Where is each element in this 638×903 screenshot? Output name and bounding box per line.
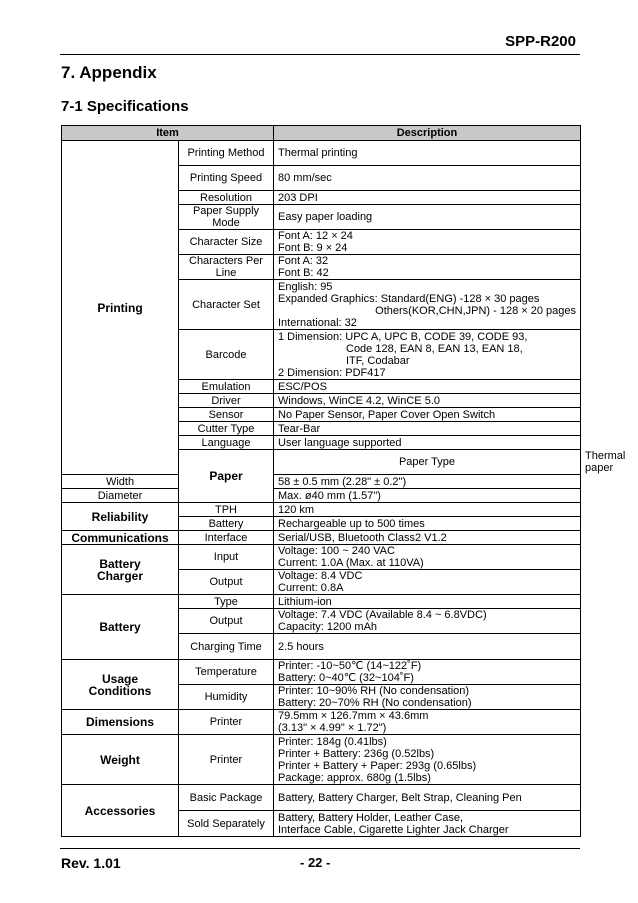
item-value: Max. ø40 mm (1.57") [274,489,581,503]
item-label: Cutter Type [179,422,274,436]
item-label: Basic Package [179,785,274,811]
item-label: Input [179,545,274,570]
value-line: 2 Dimension: PDF417 [278,366,386,379]
item-value [274,570,581,595]
item-value: Tear-Bar [274,422,581,436]
value-line: 1 Dimension: UPC A, UPC B, CODE 39, CODE 93, [278,330,528,343]
item-value: Lithium-ion [274,595,581,609]
item-label: Width [62,475,179,489]
item-label: Charging Time [179,634,274,660]
item-value: Thermal printing [274,141,581,166]
item-value: Easy paper loading [274,205,581,230]
item-label: Type [179,595,274,609]
item-value: 80 mm/sec [274,166,581,191]
table-row [62,475,581,489]
value-line: Font A: 12 × 24 [278,230,353,242]
item-label: Characters Per Line [179,255,274,280]
value-line: Others(KOR,CHN,JPN) - 128 × 20 pages [375,304,576,317]
item-value [274,545,581,570]
table-row: Paper Paper Type Thermal paper [62,450,581,475]
item-label: Character Size [179,230,274,255]
group-weight: Weight [62,735,179,785]
item-label: Output [179,609,274,634]
item-label: TPH [179,503,274,517]
table-row [62,545,581,570]
value-line: Voltage: 7.4 VDC (Available 8.4 ~ 6.8VDC) [278,609,487,621]
table-row [62,595,581,609]
item-value [274,710,581,735]
item-label: Printer [179,735,274,785]
item-value: Battery, Battery Charger, Belt Strap, Cleaning Pen [274,785,581,811]
item-label: Character Set [179,280,274,330]
item-label: Diameter [62,489,179,503]
value-line: Printer: 184g (0.41lbs) [278,735,387,748]
item-value [274,255,581,280]
item-value [274,330,581,380]
table-row [62,660,581,685]
group-battery-charger [62,545,179,595]
table-row [62,503,581,517]
item-label: Driver [179,394,274,408]
group-printing: Printing [62,141,179,475]
item-label: Emulation [179,380,274,394]
item-label: Language [179,436,274,450]
item-value [274,660,581,685]
item-value: Windows, WinCE 4.2, WinCE 5.0 [274,394,581,408]
item-value [274,811,581,837]
value-line: Battery: 20~70% RH (No condensation) [278,697,472,709]
item-label: Printing Method [179,141,274,166]
value-line: International: 32 [278,316,357,329]
table-row [62,489,581,503]
value-line: Printer: 10~90% RH (No condensation) [278,685,470,697]
item-label: Sensor [179,408,274,422]
value-line: ITF, Codabar [346,354,410,367]
item-label: Sold Separately [179,811,274,837]
item-value: Serial/USB, Bluetooth Class2 V1.2 [274,531,581,545]
item-label: Barcode [179,330,274,380]
item-value: 203 DPI [274,191,581,205]
value-line: Voltage: 100 ~ 240 VAC [278,545,395,557]
item-label: Printing Speed [179,166,274,191]
table-row [62,735,581,785]
value-line: 79.5mm × 126.7mm × 43.6mm [278,710,429,722]
item-value [274,685,581,710]
value-line: Battery: 0~40℃ (32~104˚F) [278,672,414,684]
table-header-row [62,126,581,141]
item-label: Resolution [179,191,274,205]
item-label: Paper Supply Mode [179,205,274,230]
value-line: (3.13" × 4.99" × 1.72") [278,722,387,734]
table-row [62,710,581,735]
group-reliability: Reliability [62,503,179,531]
value-line: Package: approx. 680g (1.5lbs) [278,771,431,784]
item-value: User language supported [274,436,581,450]
item-label: Output [179,570,274,595]
section-title: 7. Appendix [61,63,157,82]
table-row [62,531,581,545]
value-line: Capacity: 1200 mAh [278,621,378,633]
value-line: Expanded Graphics: Standard(ENG) -128 × 30 pages [278,292,540,305]
item-value: 120 km [274,503,581,517]
value-line: Font B: 9 × 24 [278,242,348,254]
group-accessories: Accessories [62,785,179,837]
group-usage-conditions [62,660,179,710]
header-rule [60,54,580,55]
value-line: Interface Cable, Cigarette Lighter Jack Charger [278,823,509,836]
value-line: Battery, Battery Holder, Leather Case, [278,811,464,824]
item-label: Printer [179,710,274,735]
page-number: - 22 - [300,855,331,870]
item-value: ESC/POS [274,380,581,394]
group-paper: Paper [179,450,274,503]
table-row [62,141,581,166]
group-line: Battery [99,556,141,571]
group-dimensions: Dimensions [62,710,179,735]
value-line: Printer + Battery + Paper: 293g (0.65lbs) [278,759,477,772]
item-label: Temperature [179,660,274,685]
value-line: Current: 1.0A (Max. at 110VA) [278,557,424,569]
value-line: Code 128, EAN 8, EAN 13, EAN 18, [346,342,523,355]
group-line: Usage [101,671,139,686]
group-line: Charger [96,568,143,583]
value-line: Printer + Battery: 236g (0.52lbs) [278,747,435,760]
item-label: Battery [179,517,274,531]
column-header-description: Description [274,126,581,141]
item-value [274,735,581,785]
group-communications: Communications [62,531,179,545]
item-label: Interface [179,531,274,545]
value-line: Current: 0.8A [278,582,344,594]
item-value [274,280,581,330]
item-label: Paper Type [274,450,581,475]
item-value: 2.5 hours [274,634,581,660]
value-line: Font A: 32 [278,255,329,267]
group-line: Conditions [88,683,152,698]
item-value [274,609,581,634]
column-header-item: Item [62,126,274,141]
group-battery: Battery [62,595,179,660]
item-value: Rechargeable up to 500 times [274,517,581,531]
value-line: English: 95 [278,280,333,293]
item-value: No Paper Sensor, Paper Cover Open Switch [274,408,581,422]
specifications-table [61,125,626,837]
value-line: Voltage: 8.4 VDC [278,570,363,582]
item-value: 58 ± 0.5 mm (2.28" ± 0.2") [274,475,581,489]
value-line: Printer: -10~50℃ (14~122˚F) [278,660,422,672]
subsection-title: 7-1 Specifications [61,98,189,115]
revision-label: Rev. 1.01 [61,855,121,871]
value-line: Font B: 42 [278,267,329,279]
item-value [274,230,581,255]
document-model: SPP-R200 [505,33,576,50]
footer-rule [60,848,580,849]
item-label: Humidity [179,685,274,710]
table-row [62,785,581,811]
